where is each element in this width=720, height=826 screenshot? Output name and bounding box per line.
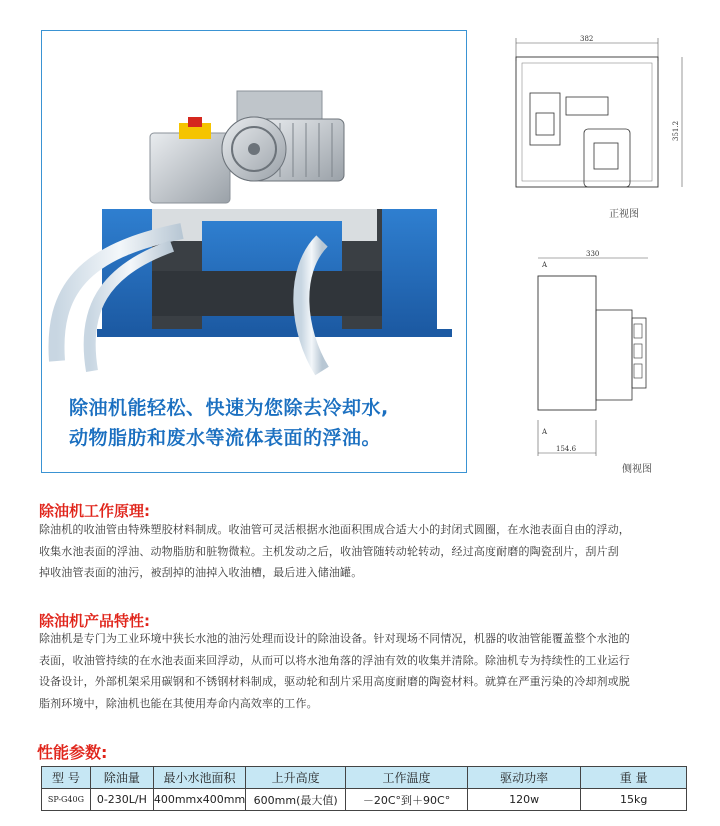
features-line-1: 除油机是专门为工业环境中狭长水池的油污处理而设计的除油设备。针对现场不同情况，机器的收油管能覆盖整个水池的: [39, 632, 630, 645]
header-weight: 重 量: [581, 767, 687, 789]
value-min-pool-area: 400mmx400mm: [153, 789, 245, 811]
front-view-label: 正视图: [609, 209, 639, 220]
features-body: [39, 628, 694, 714]
front-height-dim: 351.2: [672, 120, 680, 141]
principle-line-2: 收集水池表面的浮油、动物脂肪和脏物微粒。主机发动之后，收油管随转动轮转动，经过高度耐磨的陶瓷刮片，刮片刮: [39, 544, 619, 558]
features-line-2: 表面，收油管持续的在水池表面来回浮动，从而可以将水池角落的浮油有效的收集并清除。除油机专为持续性的工业运行: [39, 653, 630, 667]
caption-line-1: 除油机能轻松、快速为您除去冷却水,: [69, 397, 389, 419]
caption-line-2: 动物脂肪和废水等流体表面的浮油。: [69, 427, 382, 449]
value-lift-height: 600mm(最大值): [246, 789, 346, 811]
value-working-temp: －20C°到＋90C°: [346, 789, 468, 811]
header-lift-height: 上升高度: [246, 767, 346, 789]
value-oil-removal: 0-230L/H: [90, 789, 153, 811]
front-width-dim: 382: [580, 35, 594, 43]
header-drive-power: 驱动功率: [467, 767, 581, 789]
side-width-dim: 330: [586, 250, 600, 258]
side-view-drawing: [526, 250, 676, 460]
principle-body: [39, 519, 694, 584]
section-mark-bottom: A: [542, 428, 548, 436]
value-drive-power: 120w: [467, 789, 581, 811]
photo-caption: [69, 393, 459, 453]
value-model: SP-G40G: [42, 789, 91, 811]
principle-line-1: 除油机的收油管由特殊塑胶材料制成。收油管可灵活根据水池面积围成合适大小的封闭式圆圈，在水池表面自由的浮动，: [39, 523, 630, 536]
params-table: [41, 766, 687, 811]
header-model: 型 号: [42, 767, 91, 789]
header-min-pool-area: 最小水池面积: [153, 767, 245, 789]
features-line-3: 设备设计，外部机架采用碳钢和不锈钢材料制成，驱动轮和刮片采用高度耐磨的陶瓷材料。就算在严重污染的冷却剂或脱: [39, 675, 630, 688]
params-title: 性能参数:: [37, 743, 108, 762]
params-value-row: [42, 789, 687, 811]
header-oil-removal: 除油量: [90, 767, 153, 789]
side-bottom-dim: 154.6: [556, 445, 577, 453]
value-weight: 15kg: [581, 789, 687, 811]
section-mark-top: A: [542, 261, 548, 269]
side-view-label: 侧视图: [622, 464, 652, 475]
principle-title: 除油机工作原理:: [39, 502, 150, 520]
product-photo-panel: [41, 30, 467, 473]
principle-line-3: 掉收油管表面的油污，被刮掉的油掉入收油槽，最后进入储油罐。: [39, 566, 363, 579]
features-line-4: 脂剂环境中，除油机也能在其使用寿命内高效率的工作。: [39, 696, 318, 710]
features-title: 除油机产品特性:: [39, 612, 150, 630]
header-working-temp: 工作温度: [346, 767, 468, 789]
params-header-row: [42, 767, 687, 789]
front-view-drawing: [508, 33, 698, 195]
